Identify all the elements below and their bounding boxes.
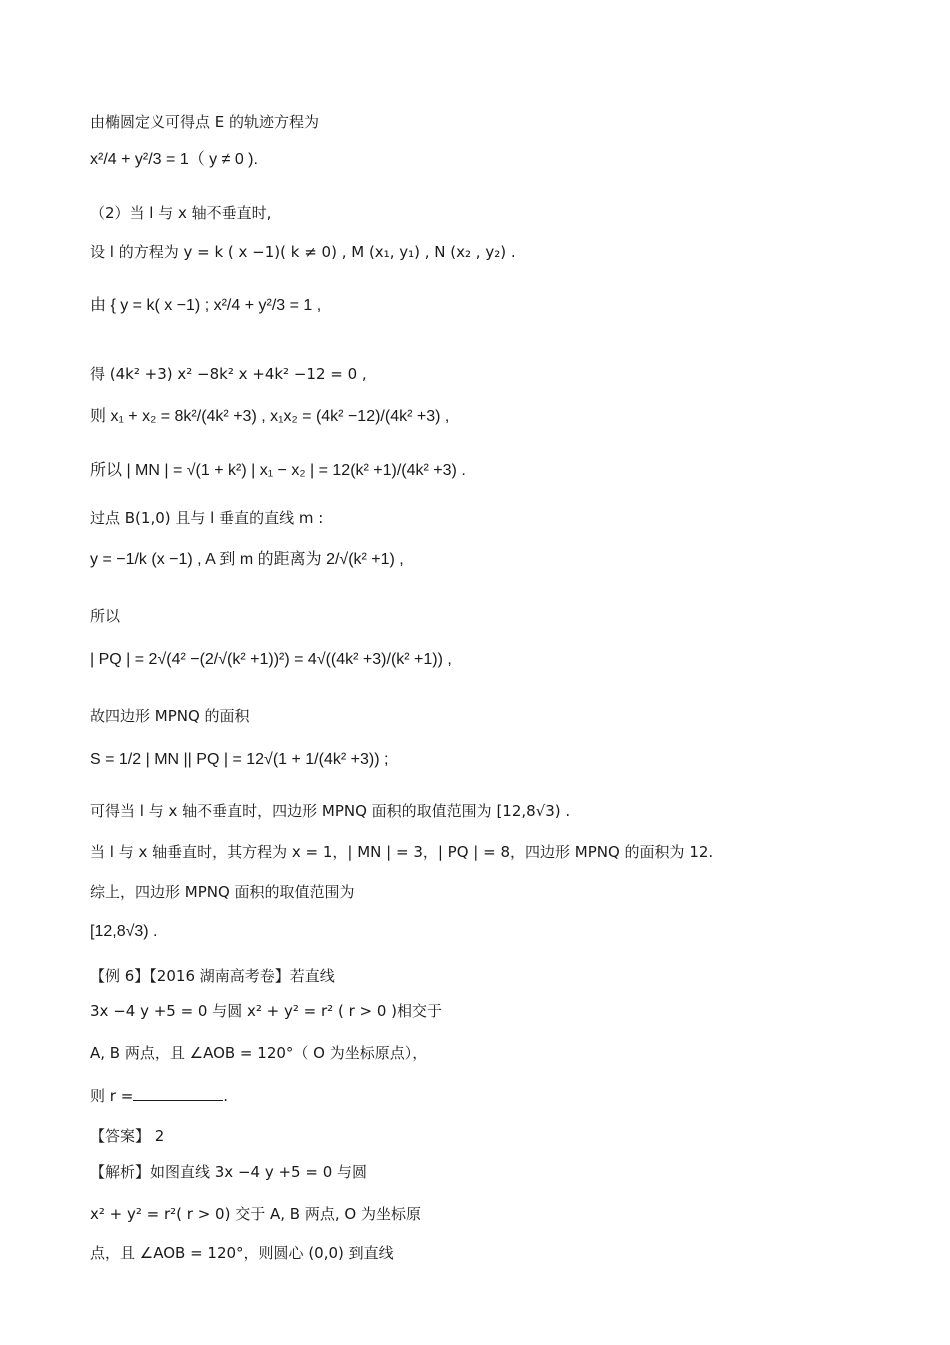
answer-line: 【答案】 2 bbox=[90, 1127, 165, 1145]
text-line: 3x −4 y +5 = 0 与圆 x² + y² = r² ( r > 0 )相交于 bbox=[90, 1002, 443, 1020]
text-line: 可得当 l 与 x 轴不垂直时，四边形 MPNQ 面积的取值范围为 [12,8√3) . bbox=[90, 802, 571, 820]
text-line: 点，且 ∠AOB = 120°，则圆心 (0,0) 到直线 bbox=[90, 1244, 394, 1262]
text-line: A, B 两点，且 ∠AOB = 120°（ O 为坐标原点）， bbox=[90, 1044, 428, 1062]
text-line: 综上，四边形 MPNQ 面积的取值范围为 bbox=[90, 883, 355, 901]
fill-in-suffix: . bbox=[223, 1087, 229, 1105]
equation-line: | PQ | = 2√(4² −(2/√(k² +1))²) = 4√((4k² +3)/(k² +1)) , bbox=[90, 651, 452, 668]
equation-line: [12,8√3) . bbox=[90, 923, 158, 940]
example-heading: 【例 6】【2016 湖南高考卷】若直线 bbox=[90, 967, 335, 985]
text-line: 由椭圆定义可得点 E 的轨迹方程为 bbox=[90, 113, 320, 131]
equation-line: S = 1/2 | MN || PQ | = 12√(1 + 1/(4k² +3)) ; bbox=[90, 751, 389, 768]
equation-line: 所以 | MN | = √(1 + k²) | x₁ − x₂ | = 12(k² +1)/(4k² +3) . bbox=[90, 462, 466, 479]
equation-line: 则 x₁ + x₂ = 8k²/(4k² +3) , x₁x₂ = (4k² −12)/(4k² +3) , bbox=[90, 408, 450, 425]
answer-blank bbox=[133, 1100, 223, 1101]
text-line: 得 (4k² +3) x² −8k² x +4k² −12 = 0 , bbox=[90, 365, 367, 383]
text-line: 故四边形 MPNQ 的面积 bbox=[90, 707, 250, 725]
fill-in-prefix: 则 r = bbox=[90, 1087, 134, 1105]
equation-system: 由 { y = k( x −1) ; x²/4 + y²/3 = 1 , bbox=[90, 297, 322, 314]
text-line: 过点 B(1,0) 且与 l 垂直的直线 m : bbox=[90, 509, 324, 527]
text-line: （2）当 l 与 x 轴不垂直时, bbox=[90, 204, 272, 222]
text-line: x² + y² = r²( r > 0) 交于 A, B 两点, O 为坐标原 bbox=[90, 1205, 421, 1223]
text-line: 当 l 与 x 轴垂直时，其方程为 x = 1，| MN | = 3，| PQ | = 8，四边形 MPNQ 的面积为 12. bbox=[90, 843, 714, 861]
text-line: 设 l 的方程为 y = k ( x −1)( k ≠ 0) , M (x₁, y₁) , N (x₂ , y₂) . bbox=[90, 243, 516, 261]
text-line: 所以 bbox=[90, 607, 121, 625]
equation-line: x²/4 + y²/3 = 1（ y ≠ 0 ). bbox=[90, 151, 258, 168]
fill-in-line bbox=[90, 1086, 228, 1106]
equation-line: y = −1/k (x −1) , A 到 m 的距离为 2/√(k² +1) , bbox=[90, 551, 404, 568]
text-line: 【解析】如图直线 3x −4 y +5 = 0 与圆 bbox=[90, 1163, 368, 1181]
